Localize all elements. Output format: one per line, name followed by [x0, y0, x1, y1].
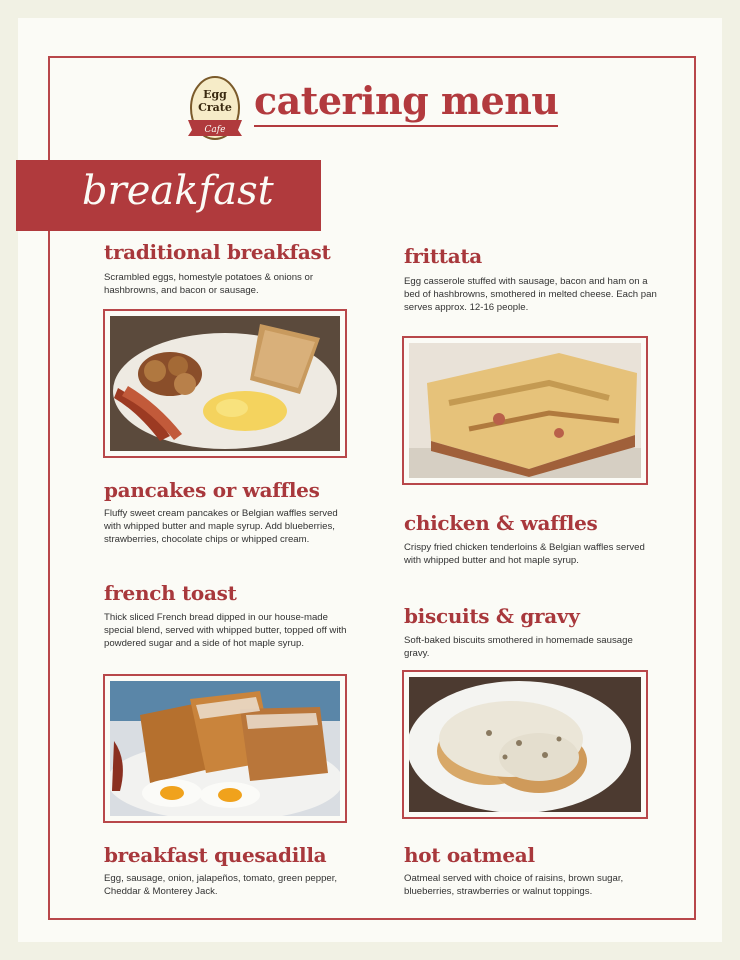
item-desc-pancakes-or-waffles: Fluffy sweet cream pancakes or Belgian waffles served with whipped butter and maple syrup. Add blueberries, strawberries, chocolate chips or whipped cream. [104, 508, 338, 545]
item-desc-biscuits-and-gravy: Soft-baked biscuits smothered in homemade sausage gravy. [404, 635, 633, 659]
photo-biscuits-and-gravy [402, 670, 648, 819]
photo-french-toast [103, 674, 347, 823]
section-banner-label: breakfast [82, 168, 274, 214]
item-title-pancakes-or-waffles: pancakes or waffles [104, 478, 320, 502]
item-desc-hot-oatmeal: Oatmeal served with choice of raisins, brown sugar, blueberries, strawberries or walnut toppings. [404, 873, 624, 897]
item-title-hot-oatmeal: hot oatmeal [404, 843, 535, 867]
item-desc-french-toast: Thick sliced French bread dipped in our house-made special blend, served with whipped butter, topped off with powdered sugar and a side of hot maple syrup. [104, 612, 347, 649]
logo-line-1: Egg [203, 88, 227, 101]
title-underline [254, 125, 558, 127]
item-title-french-toast: french toast [104, 581, 237, 605]
logo-line-3: Cafe [204, 125, 226, 135]
page-title: catering menu [254, 78, 559, 123]
photo-frittata [402, 336, 648, 485]
egg-crate-cafe-logo [186, 74, 244, 148]
item-title-chicken-and-waffles: chicken & waffles [404, 511, 598, 535]
item-title-biscuits-and-gravy: biscuits & gravy [404, 604, 580, 628]
item-desc-breakfast-quesadilla: Egg, sausage, onion, jalapeños, tomato, green pepper, Cheddar & Monterey Jack. [104, 873, 338, 897]
item-desc-frittata: Egg casserole stuffed with sausage, bacon and ham on a bed of hashbrowns, smothered in melted cheese. Each pan serves approx. 12-16 people. [404, 276, 657, 313]
photo-traditional-breakfast [103, 309, 347, 458]
item-title-traditional-breakfast: traditional breakfast [104, 240, 331, 264]
item-title-breakfast-quesadilla: breakfast quesadilla [104, 843, 327, 867]
logo-line-2: Crate [198, 101, 232, 114]
item-desc-chicken-and-waffles: Crispy fried chicken tenderloins & Belgian waffles served with whipped butter and hot maple syrup. [404, 542, 645, 566]
item-desc-traditional-breakfast: Scrambled eggs, homestyle potatoes & onions or hashbrowns, and bacon or sausage. [104, 272, 314, 296]
item-title-frittata: frittata [404, 244, 482, 268]
